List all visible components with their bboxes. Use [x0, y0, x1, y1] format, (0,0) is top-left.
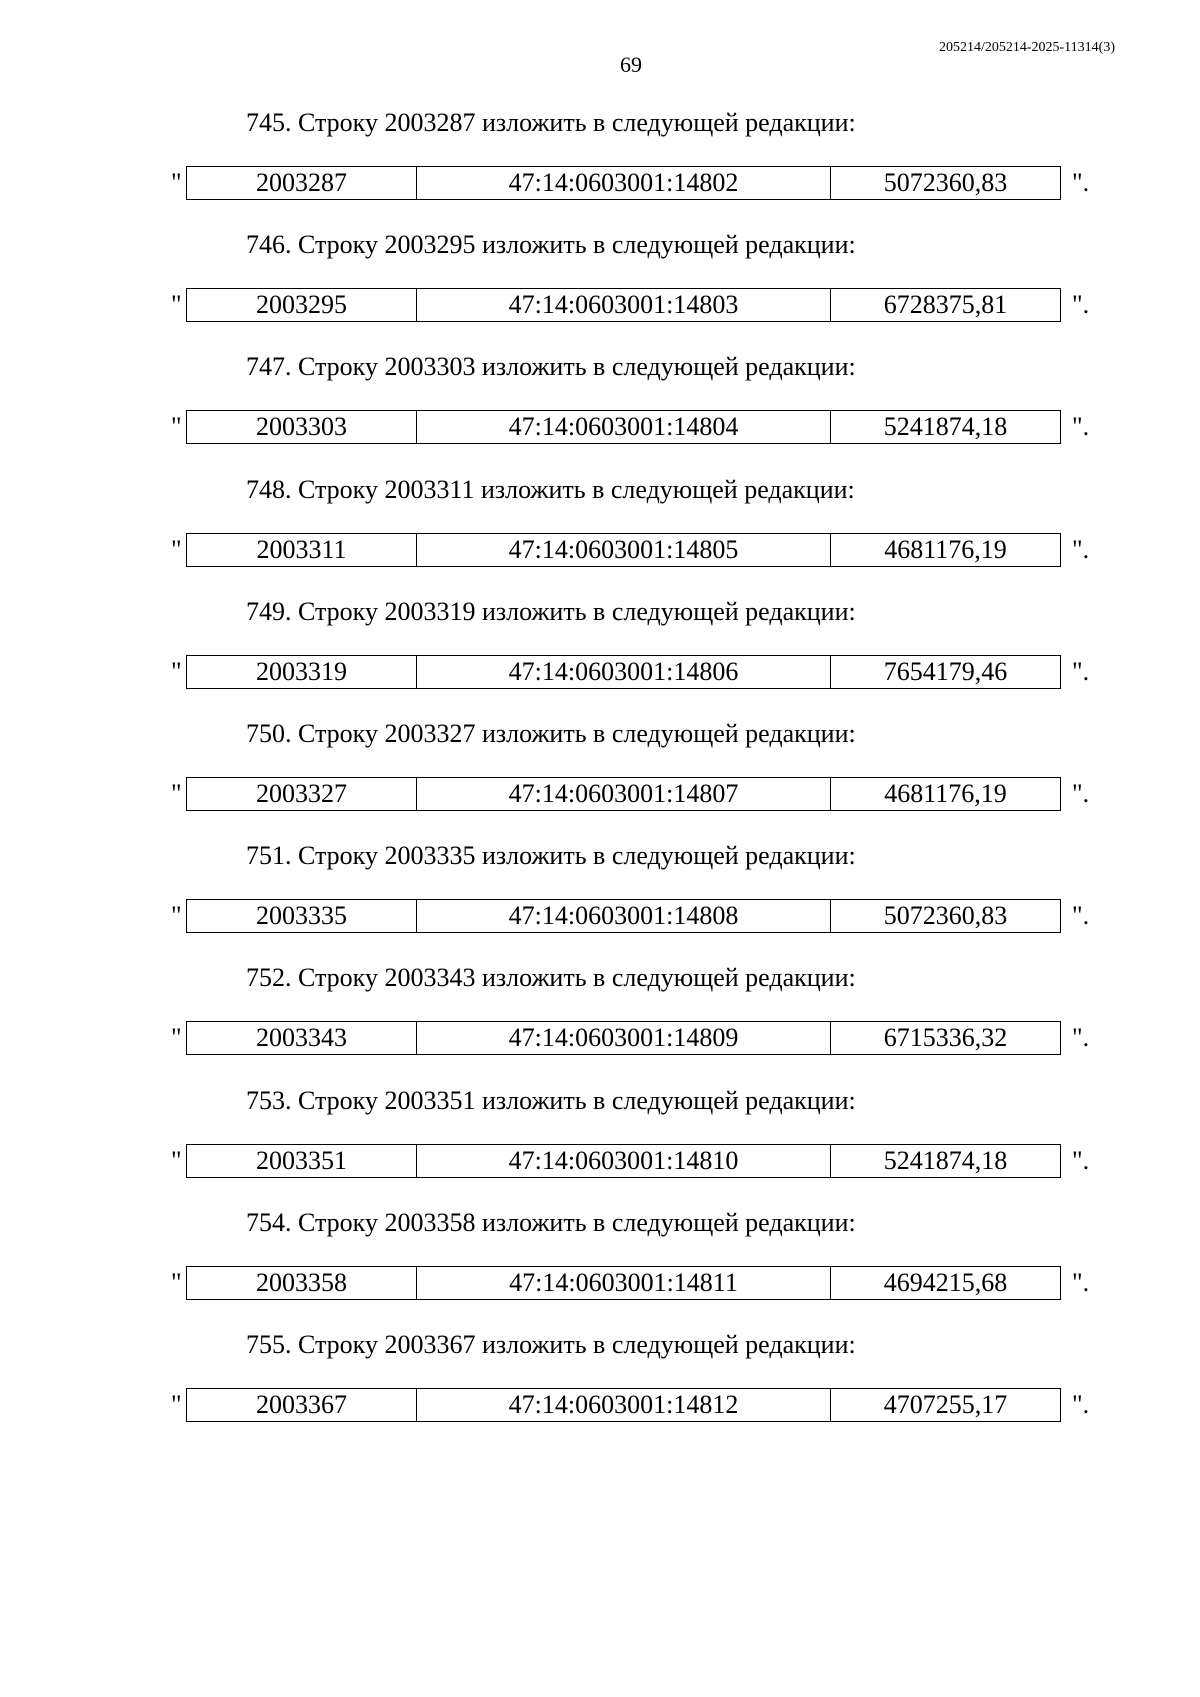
table-row [187, 655, 1061, 688]
close-quote: ". [1072, 290, 1090, 320]
amended-row [0, 410, 1200, 444]
open-quote: " [171, 1390, 182, 1419]
row-table [186, 533, 1061, 567]
cadastral-number-cell: 47:14:0603001:14803 [417, 289, 831, 322]
close-quote: ". [1072, 901, 1090, 931]
cadastral-value-cell: 7654179,46 [831, 655, 1061, 688]
amendment-instruction: 752. Строку 2003343 изложить в следующей редакции: [246, 963, 856, 993]
amendment-block [0, 1084, 1200, 1206]
close-quote: ". [1072, 412, 1090, 442]
row-table [186, 1388, 1061, 1422]
table-row [187, 1144, 1061, 1177]
close-quote: ". [1072, 534, 1090, 564]
page-number: 69 [620, 52, 642, 77]
cadastral-value-cell: 4681176,19 [831, 533, 1061, 566]
amendment-block [0, 228, 1200, 350]
open-quote: " [171, 1023, 182, 1053]
close-quote: ". [1072, 1023, 1090, 1053]
row-table [186, 410, 1061, 444]
open-quote: " [171, 1267, 182, 1297]
row-code-cell: 2003327 [187, 778, 417, 811]
row-code-cell: 2003319 [187, 655, 417, 688]
amendment-block [0, 839, 1200, 961]
amendment-instruction: 750. Строку 2003327 изложить в следующей редакции: [246, 719, 856, 748]
open-quote: " [171, 290, 182, 320]
table-row [187, 1389, 1061, 1422]
open-quote: " [171, 412, 182, 442]
table-row [187, 1022, 1061, 1055]
close-quote: ". [1072, 1145, 1090, 1175]
amendment-block [0, 595, 1200, 717]
close-quote: ". [1072, 779, 1090, 808]
cadastral-number-cell: 47:14:0603001:14804 [417, 411, 831, 444]
close-quote: ". [1072, 1267, 1090, 1297]
row-table [186, 288, 1061, 322]
cadastral-number-cell: 47:14:0603001:14808 [417, 900, 831, 933]
amendment-instruction: 747. Строку 2003303 изложить в следующей редакции: [246, 352, 856, 382]
open-quote: " [171, 1145, 182, 1175]
document-id: 205214/205214-2025-11314(3) [938, 40, 1115, 55]
row-table [186, 655, 1061, 689]
row-table [186, 166, 1061, 200]
close-quote: ". [1072, 1390, 1090, 1419]
amendment-instruction: 745. Строку 2003287 изложить в следующей редакции: [246, 108, 856, 137]
close-quote: ". [1072, 168, 1090, 197]
row-code-cell: 2003335 [187, 900, 417, 933]
cadastral-value-cell: 5241874,18 [831, 411, 1061, 444]
open-quote: " [171, 656, 182, 686]
open-quote: " [171, 901, 182, 931]
cadastral-number-cell: 47:14:0603001:14810 [417, 1144, 831, 1177]
amendment-instruction: 749. Строку 2003319 изложить в следующей редакции: [246, 596, 856, 626]
table-row [187, 411, 1061, 444]
row-code-cell: 2003343 [187, 1022, 417, 1055]
amendment-instruction: 754. Строку 2003358 изложить в следующей редакции: [246, 1207, 856, 1237]
amendment-instruction: 746. Строку 2003295 изложить в следующей редакции: [246, 230, 856, 260]
amended-row [0, 1266, 1200, 1300]
table-row [187, 533, 1061, 566]
amended-row [0, 166, 1200, 200]
cadastral-number-cell: 47:14:0603001:14806 [417, 655, 831, 688]
row-table [186, 1266, 1061, 1300]
cadastral-value-cell: 4707255,17 [831, 1389, 1061, 1422]
open-quote: " [171, 779, 182, 808]
amended-row [0, 288, 1200, 322]
amended-row [0, 777, 1200, 811]
row-code-cell: 2003295 [187, 289, 417, 322]
amendment-instruction: 753. Строку 2003351 изложить в следующей редакции: [246, 1085, 856, 1115]
amended-row [0, 1144, 1200, 1178]
cadastral-number-cell: 47:14:0603001:14802 [417, 167, 831, 200]
amendment-block [0, 961, 1200, 1083]
amendment-block [0, 473, 1200, 595]
cadastral-value-cell: 5072360,83 [831, 167, 1061, 200]
row-table [186, 1021, 1061, 1055]
amendment-block [0, 350, 1200, 472]
row-code-cell: 2003311 [187, 533, 417, 566]
cadastral-number-cell: 47:14:0603001:14807 [417, 778, 831, 811]
row-code-cell: 2003287 [187, 167, 417, 200]
amendment-block [0, 1328, 1200, 1450]
cadastral-value-cell: 6728375,81 [831, 289, 1061, 322]
cadastral-value-cell: 5072360,83 [831, 900, 1061, 933]
table-row [187, 289, 1061, 322]
close-quote: ". [1072, 656, 1090, 686]
row-code-cell: 2003351 [187, 1144, 417, 1177]
amendment-block [0, 106, 1200, 228]
row-table [186, 1144, 1061, 1178]
table-row [187, 167, 1061, 200]
open-quote: " [171, 168, 182, 197]
amendment-block [0, 1206, 1200, 1328]
amended-row [0, 655, 1200, 689]
row-code-cell: 2003303 [187, 411, 417, 444]
cadastral-value-cell: 4694215,68 [831, 1266, 1061, 1299]
table-row [187, 1266, 1061, 1299]
cadastral-value-cell: 6715336,32 [831, 1022, 1061, 1055]
row-code-cell: 2003367 [187, 1389, 417, 1422]
cadastral-number-cell: 47:14:0603001:14811 [417, 1266, 831, 1299]
amendment-instruction: 748. Строку 2003311 изложить в следующей редакции: [246, 474, 855, 504]
amendment-block [0, 717, 1200, 839]
table-row [187, 900, 1061, 933]
row-table [186, 777, 1061, 811]
amended-row [0, 1388, 1200, 1422]
table-row [187, 778, 1061, 811]
amended-row [0, 533, 1200, 567]
amendment-instruction: 755. Строку 2003367 изложить в следующей редакции: [246, 1330, 856, 1359]
cadastral-number-cell: 47:14:0603001:14809 [417, 1022, 831, 1055]
amended-row [0, 899, 1200, 933]
amended-row [0, 1021, 1200, 1055]
row-table [186, 899, 1061, 933]
amendment-instruction: 751. Строку 2003335 изложить в следующей редакции: [246, 841, 856, 871]
cadastral-value-cell: 4681176,19 [831, 778, 1061, 811]
cadastral-value-cell: 5241874,18 [831, 1144, 1061, 1177]
cadastral-number-cell: 47:14:0603001:14805 [417, 533, 831, 566]
open-quote: " [171, 534, 182, 564]
cadastral-number-cell: 47:14:0603001:14812 [417, 1389, 831, 1422]
row-code-cell: 2003358 [187, 1266, 417, 1299]
